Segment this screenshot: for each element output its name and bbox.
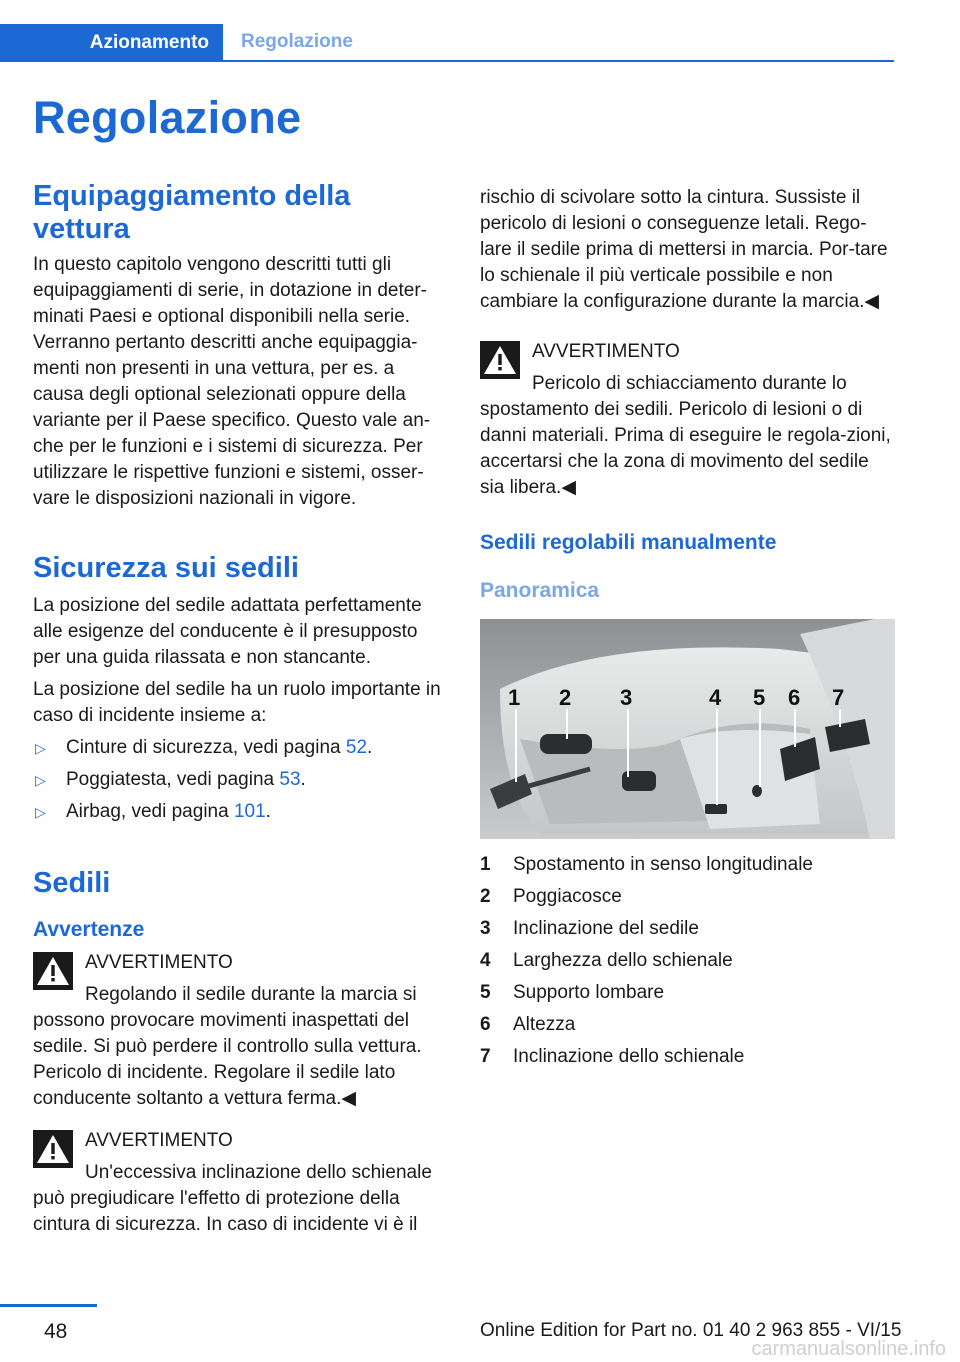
subsection-title-overview: Panoramica: [480, 579, 600, 602]
triangle-bullet-icon: ▷: [35, 804, 46, 820]
subsection-title-notes: Avvertenze: [33, 918, 145, 941]
section-title-seats: Sedili: [33, 867, 111, 899]
bullet-text: Cinture di sicurezza, vedi pagina: [66, 737, 346, 758]
warning-triangle-icon: [33, 952, 73, 990]
legend-list: [480, 849, 895, 1073]
image-label: 3: [620, 685, 633, 710]
legend-number: 2: [480, 886, 491, 907]
legend-number: 6: [480, 1014, 491, 1035]
legend-number: 5: [480, 982, 491, 1003]
list-item: [480, 1009, 895, 1041]
section-title-safety: Sicurezza sui sedili: [33, 552, 299, 584]
equipment-text: In questo capitolo vengono descritti tutti gli equipaggiamenti di serie, in dotazione in deter-minati Paesi e optional disponibili nella serie. Verranno pertanto descritti anche equipaggia-menti non presenti in una vettura, per es. a causa degli optional selezionati oppure della variante per il Paese specifico. Questo vale an-che per le funzioni e i sistemi di sicurezza. Per utilizzare le rispettive funzioni e sistemi, osser-vare le disposizioni nazionali in vigore.: [33, 254, 431, 509]
warning-triangle-icon: [33, 1130, 73, 1168]
bullet-text: Airbag, vedi pagina: [66, 801, 234, 822]
bullet-end: .: [300, 769, 306, 790]
triangle-bullet-icon: ▷: [35, 740, 46, 756]
image-label: 1: [508, 685, 521, 710]
subsection-title-manual-seats: Sedili regolabili manualmente: [480, 531, 777, 554]
tab-azionamento[interactable]: Azionamento: [0, 24, 223, 62]
right-column: [480, 185, 895, 1073]
legend-number: 3: [480, 918, 491, 939]
warning-block-3: [480, 339, 895, 501]
page-link[interactable]: 52: [345, 737, 368, 758]
page-link[interactable]: 101: [233, 801, 266, 822]
page-link[interactable]: 53: [279, 769, 301, 790]
legend-text: Inclinazione dello schienale: [513, 1046, 745, 1067]
list-item: [480, 977, 895, 1009]
list-item: [480, 945, 895, 977]
warning-text: Regolando il sedile durante la marcia si possono provocare movimenti inaspettati del sedile. Si può perdere il controllo sulla vettura. Pericolo di incidente. Regolare il sedile lato conducente soltanto a vettura ferma.◀: [33, 984, 422, 1109]
left-column: [33, 180, 446, 1238]
safety-paragraph-1: La posizione del sedile adattata perfettamente alle esigenze del conducente è il presupposto per una guida rilassata e non stancante.: [33, 595, 422, 668]
bullet-text: Poggiatesta, vedi pagina: [66, 769, 280, 790]
image-label: 2: [559, 685, 572, 710]
triangle-bullet-icon: ▷: [35, 772, 46, 788]
warning-block-1: [33, 950, 446, 1112]
image-label: 7: [832, 685, 845, 710]
list-item: [33, 767, 446, 793]
legend-text: Altezza: [513, 1014, 576, 1035]
warning-label: AVVERTIMENTO: [85, 1130, 233, 1151]
list-item: [480, 849, 895, 881]
edition-text: Online Edition for Part no. 01 40 2 963 855 - VI/15: [480, 1320, 902, 1341]
list-item: [480, 881, 895, 913]
bullet-end: .: [367, 737, 373, 758]
image-label: 4: [709, 685, 722, 710]
safety-paragraph-2: La posizione del sedile ha un ruolo importante in caso di incidente insieme a:: [33, 679, 441, 726]
continued-text: rischio di scivolare sotto la cintura. Sussiste il pericolo di lesioni o conseguenze letali. Rego-lare il sedile prima di mettersi in marcia. Por-tare lo schienale il più verticale possibile e non cambiare la configurazione durante la marcia.◀: [480, 187, 888, 312]
bullet-end: .: [265, 801, 271, 822]
warning-label: AVVERTIMENTO: [85, 952, 233, 973]
warning-triangle-icon: [480, 341, 520, 379]
legend-number: 4: [480, 950, 491, 971]
image-label: 6: [788, 685, 801, 710]
warning-text: Un'eccessiva inclinazione dello schienale può pregiudicare l'effetto di protezione della cintura di sicurezza. In caso di incidente vi è il: [33, 1162, 432, 1235]
page-number: 48: [44, 1320, 68, 1343]
legend-text: Poggiacosce: [513, 886, 622, 907]
safety-list: [33, 735, 446, 825]
legend-number: 7: [480, 1046, 491, 1067]
legend-number: 1: [480, 854, 491, 875]
footer-rule: [0, 1304, 97, 1307]
image-label: 5: [753, 685, 766, 710]
warning-label: AVVERTIMENTO: [532, 341, 680, 362]
legend-text: Larghezza dello schienale: [513, 950, 733, 971]
header-rule: [0, 60, 894, 62]
list-item: [33, 735, 446, 761]
chapter-tabbar: [0, 24, 894, 62]
legend-text: Inclinazione del sedile: [513, 918, 699, 939]
warning-text: Pericolo di schiacciamento durante lo spostamento dei sedili. Pericolo di lesioni o di danni materiali. Prima di eseguire le regola-zioni, accertarsi che la zona di movimento del sedile sia libera.◀: [480, 373, 891, 498]
legend-text: Spostamento in senso longitudinale: [513, 854, 813, 875]
list-item: [480, 913, 895, 945]
warning-block-2: [33, 1128, 446, 1238]
legend-text: Supporto lombare: [513, 982, 665, 1003]
seat-controls-image: [480, 619, 895, 839]
watermark: carmanualsonline.info: [751, 1338, 946, 1360]
list-item: [33, 799, 446, 825]
list-item: [480, 1041, 895, 1073]
tab-regolazione[interactable]: Regolazione: [241, 31, 353, 52]
page-title: Regolazione: [33, 92, 302, 143]
section-title-equipment: Equipaggiamento della vettura: [33, 180, 351, 245]
